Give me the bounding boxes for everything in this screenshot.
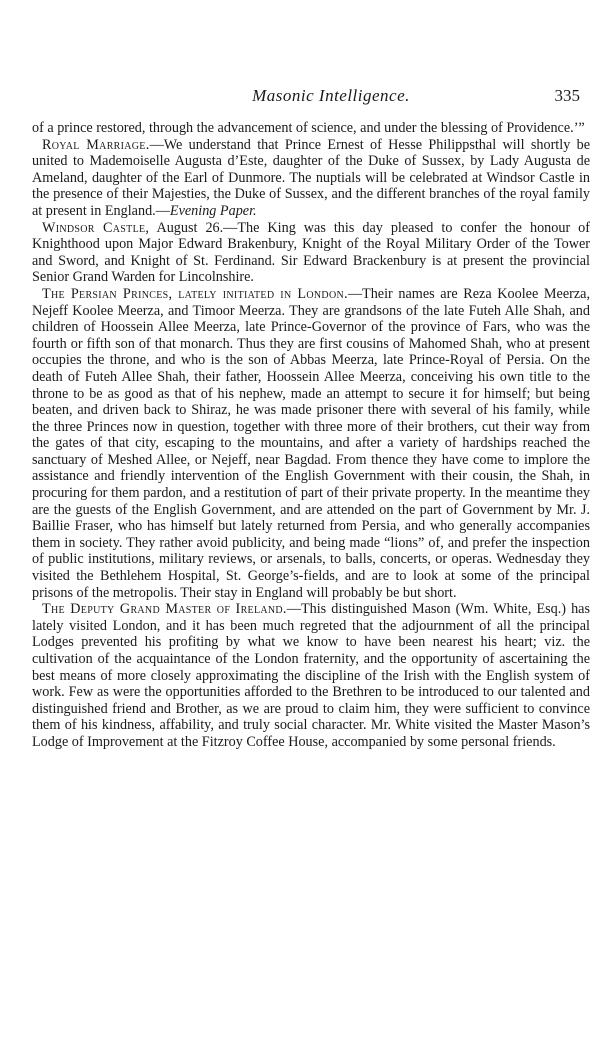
paragraph-body: —We understand that Prince Ernest of Hesse Philippsthal will shortly be united to Mademoiselle Augusta d’Este, daughter of the Duke of Sussex, by Lady Augusta de Ameland, daughter of the Earl of Dunmore. The nuptials will be celebrated at Windsor Castle in the presence of their Majesties, the Duke of Sussex, and the different branches of the royal family at present in England.— [32, 136, 591, 219]
running-head [32, 86, 590, 112]
paragraph-heading: Windsor Castle, [42, 219, 150, 236]
article-text [32, 120, 590, 751]
paragraph-windsor-castle [32, 220, 590, 286]
paragraph-heading: The Persian Princes, lately initiated in London. [42, 285, 348, 302]
page-number: 335 [554, 86, 580, 105]
paragraph-heading: The Deputy Grand Master of Ireland. [42, 601, 287, 618]
paragraph-continuation [32, 120, 590, 137]
paragraph-body: August 26.—The King was this day pleased to confer the honour of Knighthood upon Major Edward Brakenbury, Knight of the Royal Military Order of the Tower and Sword, and Knight of St. Ferdinand. Sir Edward Brackenbury is at present the provincial Senior Grand Warden for Lincolnshire. [32, 219, 590, 286]
paragraph-persian-princes [32, 286, 590, 601]
paragraph-source: Evening Paper. [169, 202, 257, 219]
paragraph-deputy-grand-master [32, 601, 590, 750]
paragraph-royal-marriage [32, 137, 590, 220]
paragraph-body: —Their names are Reza Koolee Meerza, Nejeff Koolee Meerza, and Timoor Meerza. They are grandsons of the late Futeh Alle Shah, and children of Hoossein Allee Meerza, late Prince-Governor of the province of Fars, who was the fourth or fifth son of that monarch. Thus they are first cousins of Mahomed Shah, who at present occupies the throne, and who is the son of Abbas Meerza, late Prince-Royal of Persia. On the death of Futeh Allee Shah, their father, Hoossein Allee Meerza, conceiving his own title to the throne to be as good as that of his nephew, made an attempt to secure it for himself; but being beaten, and driven back to Shiraz, he was made prisoner there with several of his family, while the three Princes now in question, together with three more of their brothers, cut their way from the gates of that city, escaping to the mountains, and after a variety of hardships reached the sanctuary of Meshed Allee, or Nejeff, near Bagdad. From thence they have come to implore the assistance and friendly intervention of the English Government with their cousin, the Shah, in procuring for them pardon, and a restitution of part of their private property. In the meantime they are the guests of the English Government, and are attended on the part of Government by Mr. J. Baillie Fraser, who has himself but lately returned from Persia, and who generally accompanies them in society. They rather avoid publicity, and being made “lions” of, and prefer the inspection of public institutions, military reviews, or arsenals, to balls, concerts, or operas. Wednesday they visited the Bethlehem Hospital, St. George’s-fields, and are to look at some of the principal prisons of the metropolis. Their stay in England will probably be but short. [32, 285, 590, 601]
paragraph-body: —This distinguished Mason (Wm. White, Esq.) has lately visited London, and it has been much regreted that the adjournment of all the principal Lodges prevented his profiting by what we know to have been nearest his heart; viz. the cultivation of the acquaintance of the London fraternity, and the opportunity of ascertaining the best means of more closely approximating the discipline of the Irish with the English system of work. Few as were the opportunities afforded to the Brethren to be introduced to our talented and distinguished friend and Brother, as we are proud to claim him, they were sufficient to convince them of his kindness, affability, and truly social character. Mr. White visited the Master Mason’s Lodge of Improvement at the Fitzroy Coffee House, accompanied by some personal friends. [32, 601, 591, 750]
paragraph-heading: Royal Marriage. [42, 136, 150, 153]
paragraph-body: of a prince restored, through the advancement of science, and under the blessing of Providence.’” [32, 120, 585, 136]
running-title: Masonic Intelligence. [252, 86, 410, 105]
book-page [32, 86, 590, 751]
